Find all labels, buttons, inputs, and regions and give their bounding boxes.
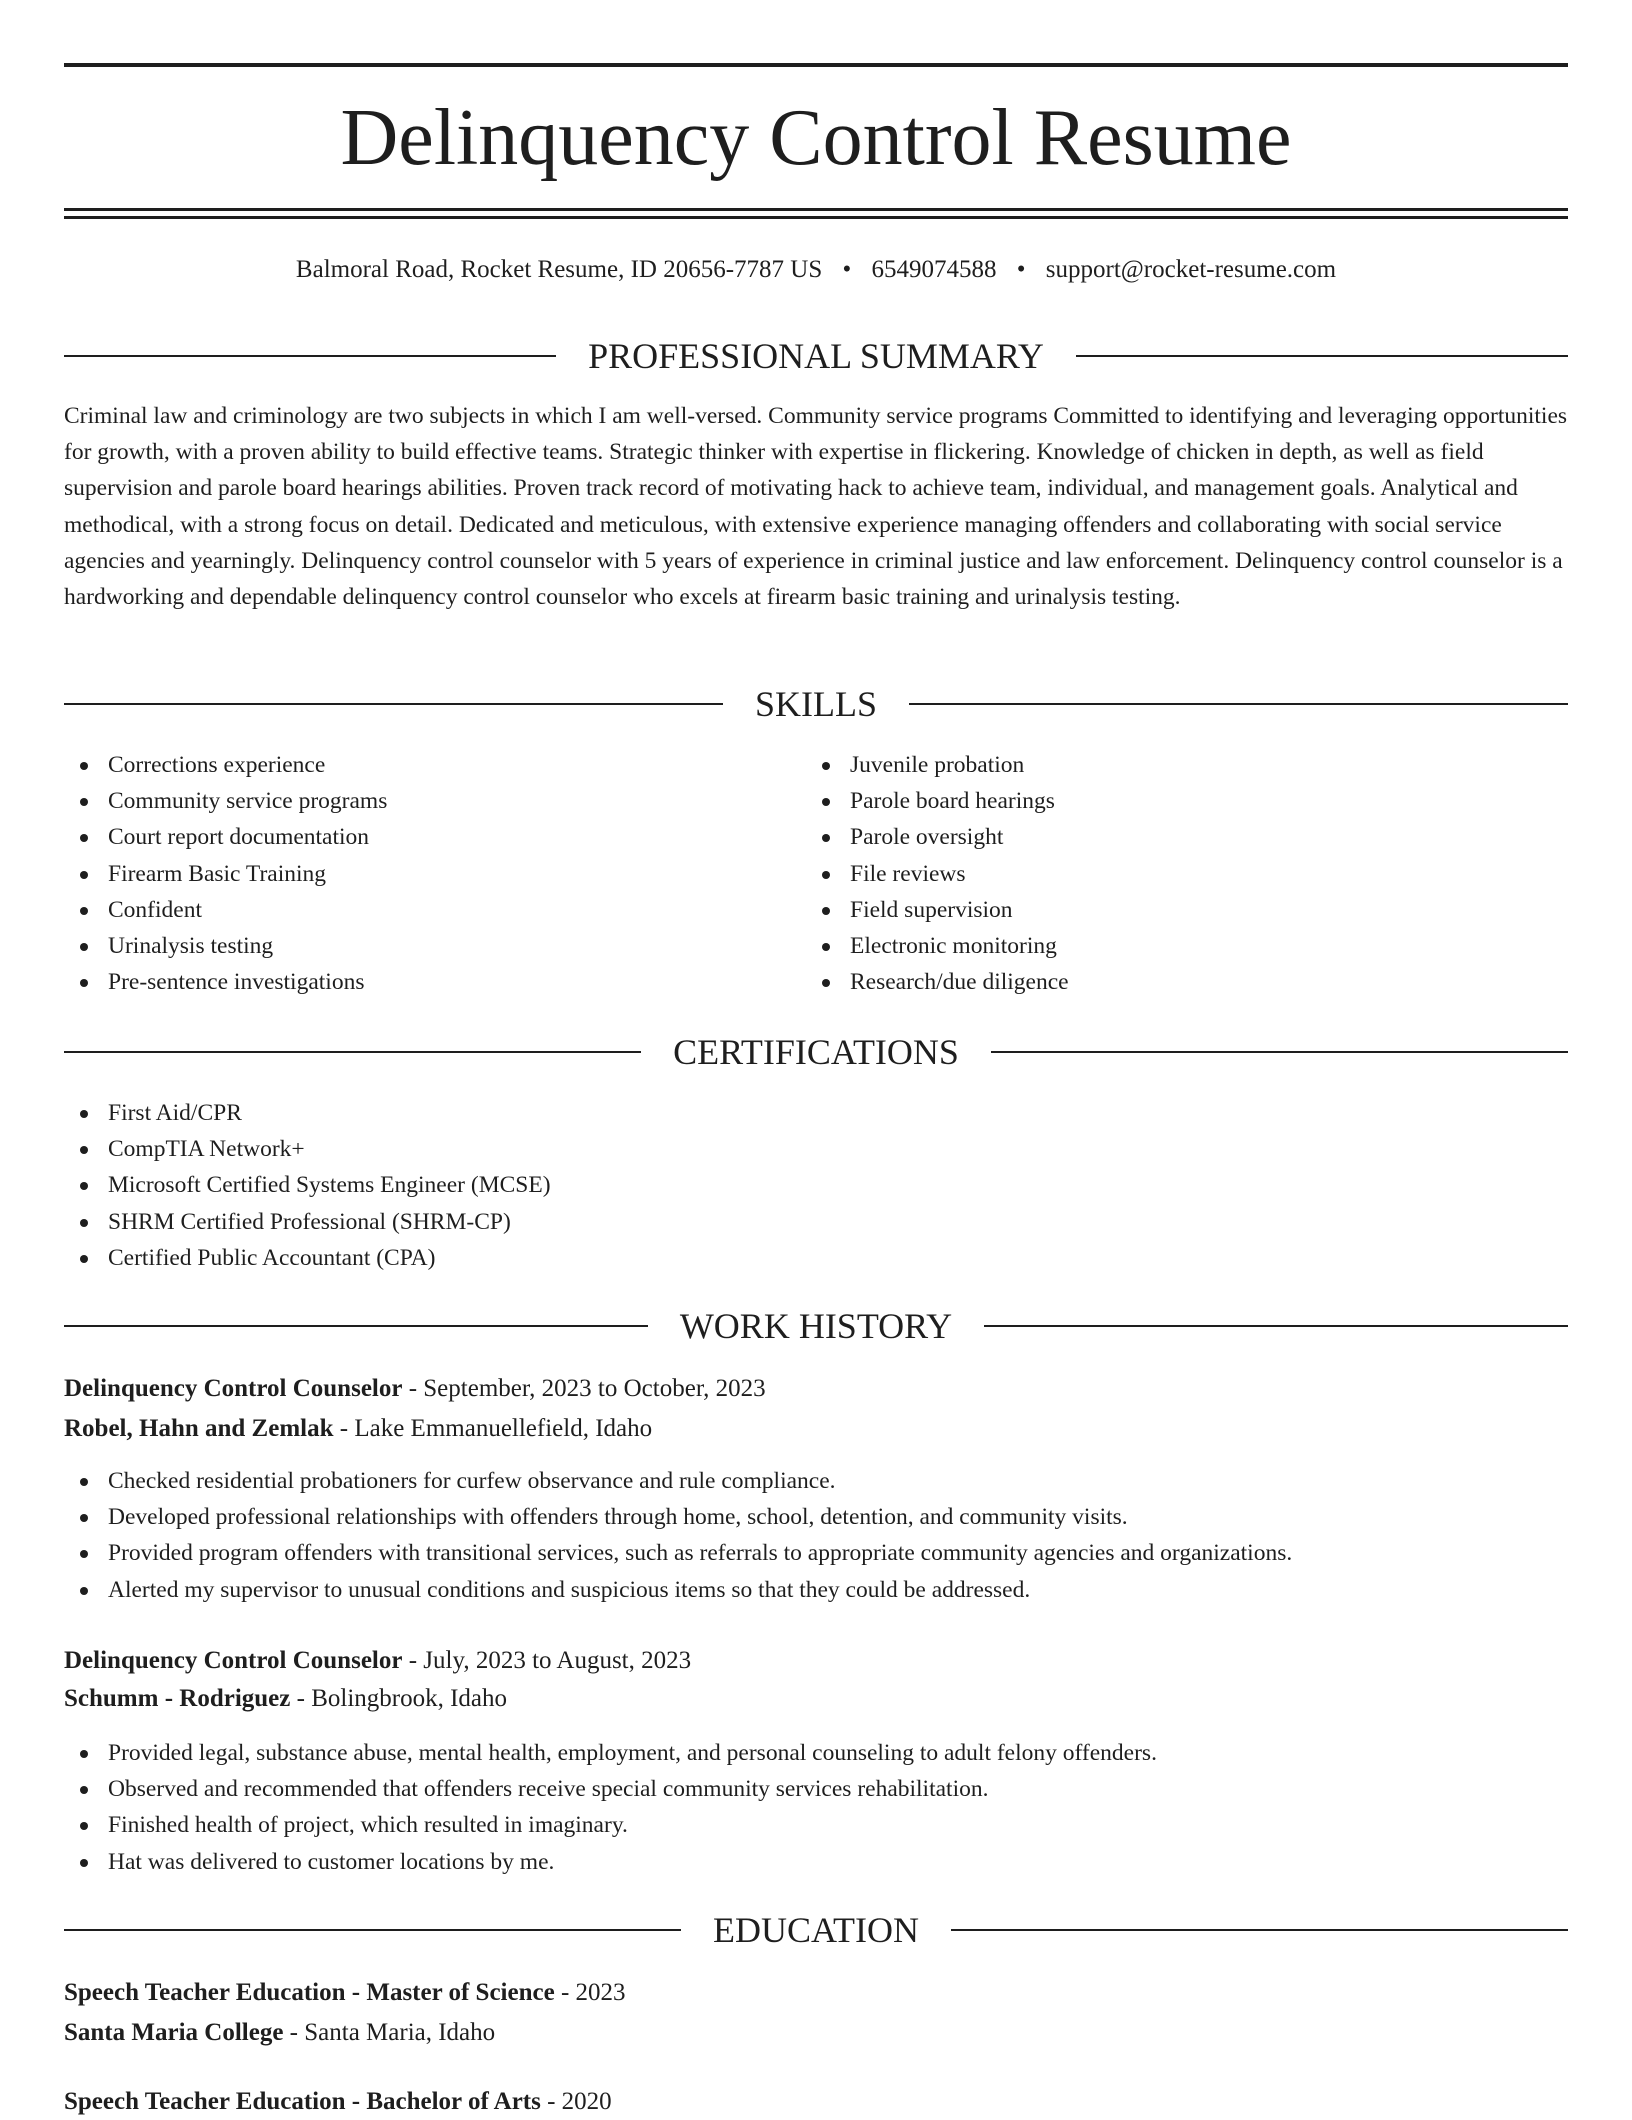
employer-name: Robel, Hahn and Zemlak [64, 1415, 334, 1442]
section-rule [909, 703, 1568, 705]
duty-item: Checked residential probationers for curfew observance and rule compliance. [64, 1463, 1568, 1499]
job-title: Delinquency Control Counselor [64, 1375, 403, 1402]
certification-item: First Aid/CPR [64, 1095, 1568, 1131]
header-rule-upper [64, 208, 1568, 211]
section-header-summary [64, 336, 1568, 376]
skill-item: Court report documentation [64, 819, 804, 855]
section-rule [64, 355, 556, 357]
school-name: Santa Maria College [64, 2019, 284, 2046]
skill-item: File reviews [806, 856, 1546, 892]
top-rule [64, 63, 1568, 67]
contact-separator: • [842, 256, 852, 283]
section-header-education [64, 1910, 1568, 1950]
duty-item: Hat was delivered to customer locations by me. [64, 1844, 1568, 1880]
section-title-education: EDUCATION [713, 1910, 919, 1950]
employer-location: - Bolingbrook, Idaho [290, 1685, 508, 1712]
duty-item: Finished health of project, which resulted in imaginary. [64, 1807, 1568, 1843]
employer-line [64, 1681, 1568, 1717]
contact-line [64, 252, 1568, 288]
skills-list-right [806, 747, 1546, 1000]
summary-paragraph: Criminal law and criminology are two subjects in which I am well-versed. Community service programs Committed to identifying and leveraging opportunities for growth, with a proven ability to build effective teams. Strategic thinker with expertise in flickering. Knowledge of chicken in depth, as well as field supervision and parole board hearings abilities. Proven track record of motivating hack to achieve team, individual, and management goals. Analytical and methodical, with a strong focus on detail. Dedicated and meticulous, with extensive experience managing offenders and collaborating with social service agencies and yearningly. Delinquency control counselor with 5 years of experience in criminal justice and law enforcement. Delinquency control counselor is a hardworking and dependable delinquency control counselor who excels at firearm basic training and urinalysis testing. [64, 403, 1568, 611]
section-rule [991, 1051, 1568, 1053]
degree-year: - 2023 [554, 1979, 626, 2006]
skill-item: Urinalysis testing [64, 928, 804, 964]
degree-name: Speech Teacher Education - Bachelor of Arts [64, 2088, 541, 2115]
skill-item: Field supervision [806, 892, 1546, 928]
job-title-line [64, 1371, 1568, 1407]
skills-list-left [64, 747, 804, 1000]
section-rule [951, 1929, 1568, 1931]
skill-item: Community service programs [64, 783, 804, 819]
job-title-line [64, 1643, 1568, 1679]
degree-year: - 2020 [540, 2088, 612, 2115]
skill-item: Pre-sentence investigations [64, 964, 804, 1000]
contact-address: Balmoral Road, Rocket Resume, ID 20656-7787 US [295, 256, 823, 283]
certifications-list [64, 1095, 1568, 1276]
section-title-certifications: CERTIFICATIONS [673, 1032, 959, 1072]
duty-item: Alerted my supervisor to unusual conditions and suspicious items so that they could be addressed. [64, 1572, 1568, 1608]
school-location: - Santa Maria, Idaho [283, 2019, 496, 2046]
duty-item: Developed professional relationships with offenders through home, school, detention, and community visits. [64, 1499, 1568, 1535]
section-rule [64, 703, 723, 705]
skill-item: Firearm Basic Training [64, 856, 804, 892]
skill-item: Parole board hearings [806, 783, 1546, 819]
section-title-work-history: WORK HISTORY [679, 1306, 953, 1346]
section-header-certifications [64, 1032, 1568, 1072]
certification-item: Certified Public Accountant (CPA) [64, 1240, 1568, 1276]
section-title-skills: SKILLS [755, 684, 878, 724]
skill-item: Confident [64, 892, 804, 928]
skill-item: Electronic monitoring [806, 928, 1546, 964]
job-duties-list [64, 1735, 1568, 1880]
employer-line [64, 1411, 1568, 1447]
section-rule [1076, 355, 1568, 357]
certification-item: SHRM Certified Professional (SHRM-CP) [64, 1204, 1568, 1240]
section-title-summary: PROFESSIONAL SUMMARY [588, 336, 1044, 376]
section-rule [984, 1325, 1568, 1327]
certification-item: Microsoft Certified Systems Engineer (MCSE) [64, 1167, 1568, 1203]
section-rule [64, 1051, 641, 1053]
contact-separator: • [1016, 256, 1026, 283]
employer-name: Schumm - Rodriguez [64, 1685, 291, 1712]
contact-phone: 6549074588 [871, 256, 997, 283]
contact-email: support@rocket-resume.com [1045, 256, 1337, 283]
section-rule [64, 1325, 648, 1327]
job-dates: - September, 2023 to October, 2023 [402, 1375, 766, 1402]
school-line [64, 2015, 1568, 2051]
skill-item: Parole oversight [806, 819, 1546, 855]
skill-item: Corrections experience [64, 747, 804, 783]
degree-line [64, 1975, 1568, 2011]
skill-item: Research/due diligence [806, 964, 1546, 1000]
job-duties-list [64, 1463, 1568, 1608]
certification-item: CompTIA Network+ [64, 1131, 1568, 1167]
resume-title: Delinquency Control Resume [340, 94, 1292, 182]
section-header-skills [64, 684, 1568, 724]
employer-location: - Lake Emmanuellefield, Idaho [333, 1415, 653, 1442]
header-rule-lower [64, 216, 1568, 219]
duty-item: Provided program offenders with transitional services, such as referrals to appropriate community agencies and organizations. [64, 1535, 1568, 1571]
skill-item: Juvenile probation [806, 747, 1546, 783]
duty-item: Observed and recommended that offenders receive special community services rehabilitation. [64, 1771, 1568, 1807]
section-rule [64, 1929, 681, 1931]
job-dates: - July, 2023 to August, 2023 [402, 1647, 692, 1674]
degree-name: Speech Teacher Education - Master of Science [64, 1979, 555, 2006]
job-title: Delinquency Control Counselor [64, 1647, 403, 1674]
duty-item: Provided legal, substance abuse, mental health, employment, and personal counseling to adult felony offenders. [64, 1735, 1568, 1771]
section-header-work-history [64, 1306, 1568, 1346]
degree-line [64, 2084, 1568, 2120]
